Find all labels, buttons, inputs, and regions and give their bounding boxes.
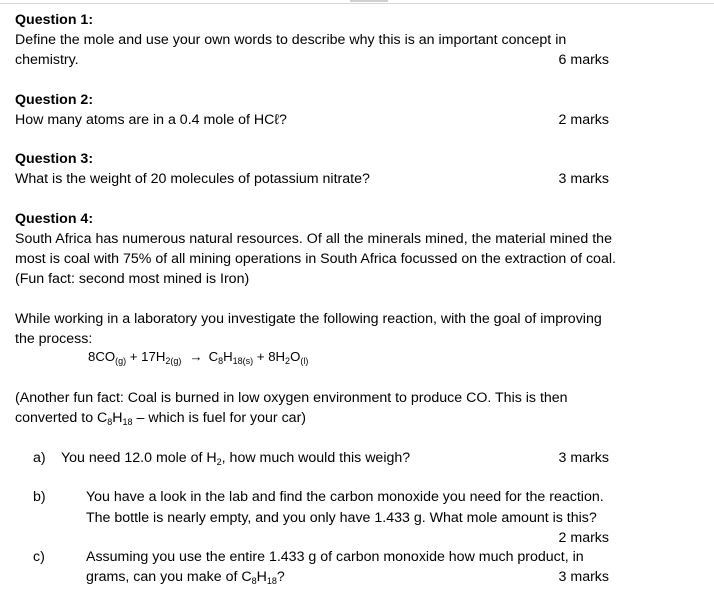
part-c-label: c) — [33, 549, 45, 565]
question-2-title: Question 2: — [15, 92, 94, 108]
part-a-label: a) — [33, 450, 46, 466]
reaction-equation: $8CO_{(g)} + 17H_{2(g)} \to C_8H_{18(s)} + 8H_2O_{(l)}$ — [88, 349, 309, 366]
part-b-text-line-1: You have a look in the lab and find the carbon monoxide you need for the reaction. — [86, 489, 604, 505]
question-1-text-line-1: Define the mole and use your own words to describe why this is an important concept in — [15, 32, 567, 48]
question-4-intro-line-3: (Fun fact: second most mined is Iron) — [15, 271, 250, 287]
part-c-text-line-2: grams, can you make of $C_8H_{18}$? — [86, 569, 285, 586]
part-b-label: b) — [33, 489, 46, 505]
lab-text-line-2: the process: — [15, 331, 93, 347]
scroll-handle[interactable] — [350, 0, 388, 2]
question-2-marks: 2 marks — [558, 112, 609, 128]
question-1-text-line-2: chemistry. — [15, 52, 79, 68]
question-4-title: Question 4: — [15, 211, 94, 227]
question-4-intro-line-1: South Africa has numerous natural resources. Of all the minerals mined, the material mined the — [15, 231, 612, 247]
fun-fact-line-1: (Another fun fact: Coal is burned in low oxygen environment to produce CO. This is then — [15, 390, 568, 406]
top-divider — [0, 3, 714, 4]
part-c-marks: 3 marks — [558, 569, 609, 585]
question-4-intro-line-2: most is coal with 75% of all mining operations in South Africa focussed on the extraction of coal. — [15, 251, 616, 267]
part-a-marks: 3 marks — [558, 450, 609, 466]
part-a-text: You need 12.0 mole of $H_2$, how much would this weigh? — [61, 450, 411, 467]
question-2-text: How many atoms are in a 0.4 mole of HCℓ? — [15, 112, 287, 128]
reaction-arrow-icon: → — [189, 349, 203, 364]
lab-text-line-1: While working in a laboratory you investigate the following reaction, with the goal of improving — [15, 311, 602, 327]
question-1-title: Question 1: — [15, 12, 94, 28]
part-b-text-line-2: The bottle is nearly empty, and you only have 1.433 g. What mole amount is this? — [86, 510, 597, 526]
question-1-marks: 6 marks — [558, 52, 609, 68]
question-3-marks: 3 marks — [558, 171, 609, 187]
part-b-marks: 2 marks — [558, 530, 609, 546]
question-3-title: Question 3: — [15, 151, 94, 167]
question-3-text: What is the weight of 20 molecules of potassium nitrate? — [15, 171, 370, 187]
part-c-text-line-1: Assuming you use the entire 1.433 g of carbon monoxide how much product, in — [86, 549, 584, 565]
fun-fact-line-2: converted to $C_8H_{18}$ – which is fuel for your car) — [15, 410, 307, 427]
